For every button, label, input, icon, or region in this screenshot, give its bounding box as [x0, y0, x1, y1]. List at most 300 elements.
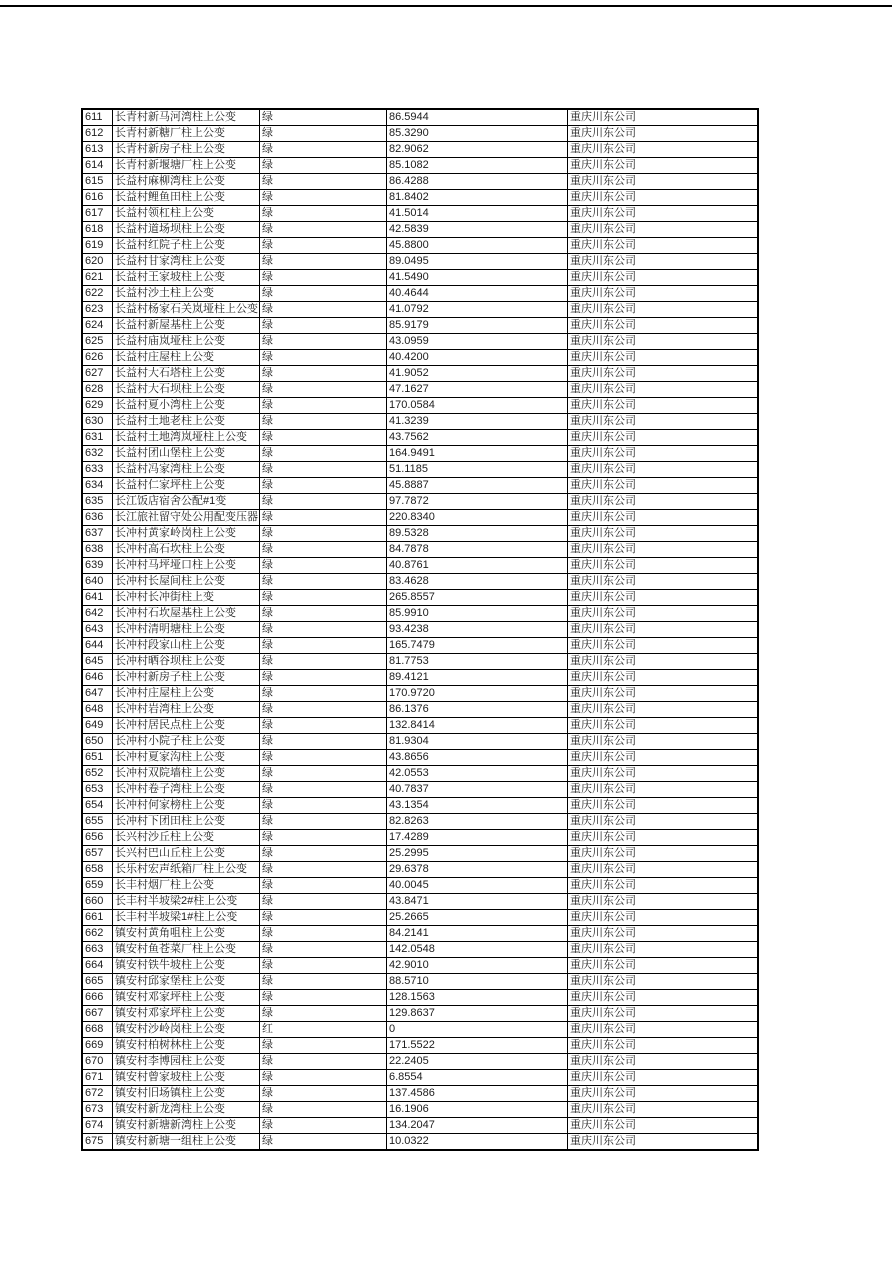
value-cell[interactable]: 45.8800	[387, 238, 568, 254]
company-cell[interactable]: 重庆川东公司	[568, 750, 759, 766]
name-cell[interactable]: 镇安村邓家坪柱上公变	[113, 990, 260, 1006]
status-cell[interactable]: 绿	[260, 398, 387, 414]
name-cell[interactable]: 长冲村清明塘柱上公变	[113, 622, 260, 638]
name-cell[interactable]: 长益村冯家湾柱上公变	[113, 462, 260, 478]
name-cell[interactable]: 长江饭店宿舍公配#1变	[113, 494, 260, 510]
company-cell[interactable]: 重庆川东公司	[568, 894, 759, 910]
value-cell[interactable]: 25.2995	[387, 846, 568, 862]
status-cell[interactable]: 绿	[260, 606, 387, 622]
value-cell[interactable]: 85.3290	[387, 126, 568, 142]
status-cell[interactable]: 绿	[260, 958, 387, 974]
status-cell[interactable]: 绿	[260, 382, 387, 398]
company-cell[interactable]: 重庆川东公司	[568, 142, 759, 158]
company-cell[interactable]: 重庆川东公司	[568, 334, 759, 350]
status-cell[interactable]: 绿	[260, 1086, 387, 1102]
value-cell[interactable]: 40.4200	[387, 350, 568, 366]
status-cell[interactable]: 绿	[260, 782, 387, 798]
row-number-cell[interactable]: 622	[82, 286, 113, 302]
name-cell[interactable]: 长冲村下团田柱上公变	[113, 814, 260, 830]
row-number-cell[interactable]: 637	[82, 526, 113, 542]
status-cell[interactable]: 绿	[260, 878, 387, 894]
row-number-cell[interactable]: 623	[82, 302, 113, 318]
row-number-cell[interactable]: 671	[82, 1070, 113, 1086]
company-cell[interactable]: 重庆川东公司	[568, 1134, 759, 1151]
status-cell[interactable]: 绿	[260, 926, 387, 942]
company-cell[interactable]: 重庆川东公司	[568, 654, 759, 670]
company-cell[interactable]: 重庆川东公司	[568, 766, 759, 782]
status-cell[interactable]: 绿	[260, 366, 387, 382]
status-cell[interactable]: 绿	[260, 238, 387, 254]
value-cell[interactable]: 81.8402	[387, 190, 568, 206]
name-cell[interactable]: 长兴村沙丘柱上公变	[113, 830, 260, 846]
value-cell[interactable]: 40.8761	[387, 558, 568, 574]
name-cell[interactable]: 长冲村居民点柱上公变	[113, 718, 260, 734]
value-cell[interactable]: 85.9179	[387, 318, 568, 334]
name-cell[interactable]: 长冲村高石坎柱上公变	[113, 542, 260, 558]
value-cell[interactable]: 129.8637	[387, 1006, 568, 1022]
value-cell[interactable]: 164.9491	[387, 446, 568, 462]
company-cell[interactable]: 重庆川东公司	[568, 670, 759, 686]
value-cell[interactable]: 17.4289	[387, 830, 568, 846]
status-cell[interactable]: 绿	[260, 526, 387, 542]
company-cell[interactable]: 重庆川东公司	[568, 942, 759, 958]
value-cell[interactable]: 265.8557	[387, 590, 568, 606]
status-cell[interactable]: 绿	[260, 222, 387, 238]
name-cell[interactable]: 长益村沙土柱上公变	[113, 286, 260, 302]
row-number-cell[interactable]: 668	[82, 1022, 113, 1038]
value-cell[interactable]: 93.4238	[387, 622, 568, 638]
value-cell[interactable]: 29.6378	[387, 862, 568, 878]
value-cell[interactable]: 41.5490	[387, 270, 568, 286]
name-cell[interactable]: 长青村新糖厂柱上公变	[113, 126, 260, 142]
name-cell[interactable]: 长益村土地老柱上公变	[113, 414, 260, 430]
value-cell[interactable]: 45.8887	[387, 478, 568, 494]
company-cell[interactable]: 重庆川东公司	[568, 686, 759, 702]
company-cell[interactable]: 重庆川东公司	[568, 109, 759, 126]
row-number-cell[interactable]: 653	[82, 782, 113, 798]
name-cell[interactable]: 镇安村鱼苍菜厂柱上公变	[113, 942, 260, 958]
row-number-cell[interactable]: 670	[82, 1054, 113, 1070]
value-cell[interactable]: 43.1354	[387, 798, 568, 814]
value-cell[interactable]: 41.5014	[387, 206, 568, 222]
row-number-cell[interactable]: 662	[82, 926, 113, 942]
name-cell[interactable]: 长丰村半坡梁2#柱上公变	[113, 894, 260, 910]
value-cell[interactable]: 97.7872	[387, 494, 568, 510]
row-number-cell[interactable]: 633	[82, 462, 113, 478]
status-cell[interactable]: 绿	[260, 590, 387, 606]
name-cell[interactable]: 长冲村何家榜柱上公变	[113, 798, 260, 814]
name-cell[interactable]: 长益村红院子柱上公变	[113, 238, 260, 254]
value-cell[interactable]: 42.9010	[387, 958, 568, 974]
company-cell[interactable]: 重庆川东公司	[568, 958, 759, 974]
value-cell[interactable]: 89.4121	[387, 670, 568, 686]
name-cell[interactable]: 长青村新房子柱上公变	[113, 142, 260, 158]
company-cell[interactable]: 重庆川东公司	[568, 382, 759, 398]
value-cell[interactable]: 6.8554	[387, 1070, 568, 1086]
status-cell[interactable]: 绿	[260, 1006, 387, 1022]
status-cell[interactable]: 绿	[260, 286, 387, 302]
status-cell[interactable]: 绿	[260, 190, 387, 206]
company-cell[interactable]: 重庆川东公司	[568, 558, 759, 574]
name-cell[interactable]: 长益村新屋基柱上公变	[113, 318, 260, 334]
company-cell[interactable]: 重庆川东公司	[568, 830, 759, 846]
status-cell[interactable]: 绿	[260, 846, 387, 862]
name-cell[interactable]: 长益村土地湾岚垭柱上公变	[113, 430, 260, 446]
row-number-cell[interactable]: 660	[82, 894, 113, 910]
row-number-cell[interactable]: 652	[82, 766, 113, 782]
name-cell[interactable]: 长冲村小院子柱上公变	[113, 734, 260, 750]
name-cell[interactable]: 长益村大石坝柱上公变	[113, 382, 260, 398]
status-cell[interactable]: 绿	[260, 494, 387, 510]
row-number-cell[interactable]: 613	[82, 142, 113, 158]
status-cell[interactable]: 绿	[260, 270, 387, 286]
company-cell[interactable]: 重庆川东公司	[568, 254, 759, 270]
row-number-cell[interactable]: 638	[82, 542, 113, 558]
company-cell[interactable]: 重庆川东公司	[568, 862, 759, 878]
value-cell[interactable]: 137.4586	[387, 1086, 568, 1102]
row-number-cell[interactable]: 612	[82, 126, 113, 142]
name-cell[interactable]: 长益村甘家湾柱上公变	[113, 254, 260, 270]
value-cell[interactable]: 142.0548	[387, 942, 568, 958]
name-cell[interactable]: 镇安村黄角咀柱上公变	[113, 926, 260, 942]
row-number-cell[interactable]: 635	[82, 494, 113, 510]
name-cell[interactable]: 长益村庄屋柱上公变	[113, 350, 260, 366]
company-cell[interactable]: 重庆川东公司	[568, 318, 759, 334]
status-cell[interactable]: 绿	[260, 254, 387, 270]
company-cell[interactable]: 重庆川东公司	[568, 286, 759, 302]
row-number-cell[interactable]: 630	[82, 414, 113, 430]
status-cell[interactable]: 绿	[260, 510, 387, 526]
row-number-cell[interactable]: 617	[82, 206, 113, 222]
status-cell[interactable]: 绿	[260, 1070, 387, 1086]
company-cell[interactable]: 重庆川东公司	[568, 526, 759, 542]
status-cell[interactable]: 绿	[260, 910, 387, 926]
name-cell[interactable]: 长冲村石坎屋基柱上公变	[113, 606, 260, 622]
name-cell[interactable]: 长青村新堰塘厂柱上公变	[113, 158, 260, 174]
value-cell[interactable]: 43.8471	[387, 894, 568, 910]
row-number-cell[interactable]: 636	[82, 510, 113, 526]
value-cell[interactable]: 170.0584	[387, 398, 568, 414]
row-number-cell[interactable]: 631	[82, 430, 113, 446]
value-cell[interactable]: 0	[387, 1022, 568, 1038]
name-cell[interactable]: 长冲村马坪垭口柱上公变	[113, 558, 260, 574]
company-cell[interactable]: 重庆川东公司	[568, 718, 759, 734]
status-cell[interactable]: 绿	[260, 478, 387, 494]
row-number-cell[interactable]: 675	[82, 1134, 113, 1151]
name-cell[interactable]: 镇安村柏树林柱上公变	[113, 1038, 260, 1054]
status-cell[interactable]: 绿	[260, 974, 387, 990]
company-cell[interactable]: 重庆川东公司	[568, 606, 759, 622]
value-cell[interactable]: 41.9052	[387, 366, 568, 382]
value-cell[interactable]: 85.9910	[387, 606, 568, 622]
company-cell[interactable]: 重庆川东公司	[568, 270, 759, 286]
name-cell[interactable]: 长丰村半坡梁1#柱上公变	[113, 910, 260, 926]
value-cell[interactable]: 42.5839	[387, 222, 568, 238]
status-cell[interactable]: 绿	[260, 414, 387, 430]
name-cell[interactable]: 镇安村邱家堡柱上公变	[113, 974, 260, 990]
name-cell[interactable]: 长冲村卷子湾柱上公变	[113, 782, 260, 798]
name-cell[interactable]: 长益村庙岚垭柱上公变	[113, 334, 260, 350]
row-number-cell[interactable]: 644	[82, 638, 113, 654]
company-cell[interactable]: 重庆川东公司	[568, 1086, 759, 1102]
company-cell[interactable]: 重庆川东公司	[568, 302, 759, 318]
name-cell[interactable]: 长冲村双院墙柱上公变	[113, 766, 260, 782]
status-cell[interactable]: 绿	[260, 862, 387, 878]
row-number-cell[interactable]: 669	[82, 1038, 113, 1054]
company-cell[interactable]: 重庆川东公司	[568, 878, 759, 894]
company-cell[interactable]: 重庆川东公司	[568, 190, 759, 206]
company-cell[interactable]: 重庆川东公司	[568, 990, 759, 1006]
status-cell[interactable]: 绿	[260, 462, 387, 478]
value-cell[interactable]: 82.8263	[387, 814, 568, 830]
name-cell[interactable]: 长益村道场坝柱上公变	[113, 222, 260, 238]
row-number-cell[interactable]: 619	[82, 238, 113, 254]
status-cell[interactable]: 绿	[260, 350, 387, 366]
row-number-cell[interactable]: 654	[82, 798, 113, 814]
row-number-cell[interactable]: 655	[82, 814, 113, 830]
name-cell[interactable]: 长益村团山堡柱上公变	[113, 446, 260, 462]
status-cell[interactable]: 绿	[260, 798, 387, 814]
value-cell[interactable]: 16.1906	[387, 1102, 568, 1118]
status-cell[interactable]: 绿	[260, 126, 387, 142]
status-cell[interactable]: 绿	[260, 670, 387, 686]
value-cell[interactable]: 47.1627	[387, 382, 568, 398]
row-number-cell[interactable]: 624	[82, 318, 113, 334]
status-cell[interactable]: 绿	[260, 750, 387, 766]
value-cell[interactable]: 51.1185	[387, 462, 568, 478]
row-number-cell[interactable]: 625	[82, 334, 113, 350]
name-cell[interactable]: 长江旅社留守处公用配变压器	[113, 510, 260, 526]
name-cell[interactable]: 长益村大石塔柱上公变	[113, 366, 260, 382]
status-cell[interactable]: 绿	[260, 718, 387, 734]
status-cell[interactable]: 绿	[260, 766, 387, 782]
company-cell[interactable]: 重庆川东公司	[568, 222, 759, 238]
status-cell[interactable]: 绿	[260, 174, 387, 190]
status-cell[interactable]: 绿	[260, 622, 387, 638]
row-number-cell[interactable]: 661	[82, 910, 113, 926]
row-number-cell[interactable]: 640	[82, 574, 113, 590]
status-cell[interactable]: 绿	[260, 942, 387, 958]
company-cell[interactable]: 重庆川东公司	[568, 1054, 759, 1070]
value-cell[interactable]: 40.0045	[387, 878, 568, 894]
row-number-cell[interactable]: 665	[82, 974, 113, 990]
company-cell[interactable]: 重庆川东公司	[568, 622, 759, 638]
row-number-cell[interactable]: 646	[82, 670, 113, 686]
name-cell[interactable]: 镇安村新龙湾柱上公变	[113, 1102, 260, 1118]
value-cell[interactable]: 81.9304	[387, 734, 568, 750]
company-cell[interactable]: 重庆川东公司	[568, 1070, 759, 1086]
row-number-cell[interactable]: 648	[82, 702, 113, 718]
row-number-cell[interactable]: 616	[82, 190, 113, 206]
row-number-cell[interactable]: 629	[82, 398, 113, 414]
status-cell[interactable]: 绿	[260, 686, 387, 702]
name-cell[interactable]: 镇安村新塘一组柱上公变	[113, 1134, 260, 1151]
company-cell[interactable]: 重庆川东公司	[568, 910, 759, 926]
value-cell[interactable]: 170.9720	[387, 686, 568, 702]
name-cell[interactable]: 长冲村夏家沟柱上公变	[113, 750, 260, 766]
status-cell[interactable]: 绿	[260, 894, 387, 910]
company-cell[interactable]: 重庆川东公司	[568, 174, 759, 190]
name-cell[interactable]: 镇安村铁牛坡柱上公变	[113, 958, 260, 974]
value-cell[interactable]: 89.0495	[387, 254, 568, 270]
name-cell[interactable]: 长冲村新房子柱上公变	[113, 670, 260, 686]
row-number-cell[interactable]: 620	[82, 254, 113, 270]
row-number-cell[interactable]: 672	[82, 1086, 113, 1102]
status-cell[interactable]: 绿	[260, 814, 387, 830]
name-cell[interactable]: 长益村夏小湾柱上公变	[113, 398, 260, 414]
value-cell[interactable]: 42.0553	[387, 766, 568, 782]
value-cell[interactable]: 41.3239	[387, 414, 568, 430]
row-number-cell[interactable]: 621	[82, 270, 113, 286]
row-number-cell[interactable]: 667	[82, 1006, 113, 1022]
row-number-cell[interactable]: 663	[82, 942, 113, 958]
name-cell[interactable]: 长益村仁家坪柱上公变	[113, 478, 260, 494]
row-number-cell[interactable]: 664	[82, 958, 113, 974]
name-cell[interactable]: 镇安村李博园柱上公变	[113, 1054, 260, 1070]
row-number-cell[interactable]: 645	[82, 654, 113, 670]
value-cell[interactable]: 88.5710	[387, 974, 568, 990]
status-cell[interactable]: 绿	[260, 542, 387, 558]
name-cell[interactable]: 镇安村旧场镇柱上公变	[113, 1086, 260, 1102]
value-cell[interactable]: 132.8414	[387, 718, 568, 734]
row-number-cell[interactable]: 611	[82, 109, 113, 126]
company-cell[interactable]: 重庆川东公司	[568, 430, 759, 446]
company-cell[interactable]: 重庆川东公司	[568, 1022, 759, 1038]
company-cell[interactable]: 重庆川东公司	[568, 798, 759, 814]
company-cell[interactable]: 重庆川东公司	[568, 478, 759, 494]
name-cell[interactable]: 长益村杨家石关岚垭柱上公变	[113, 302, 260, 318]
row-number-cell[interactable]: 639	[82, 558, 113, 574]
row-number-cell[interactable]: 632	[82, 446, 113, 462]
status-cell[interactable]: 绿	[260, 1038, 387, 1054]
status-cell[interactable]: 绿	[260, 158, 387, 174]
status-cell[interactable]: 绿	[260, 702, 387, 718]
value-cell[interactable]: 85.1082	[387, 158, 568, 174]
name-cell[interactable]: 长冲村岩湾柱上公变	[113, 702, 260, 718]
status-cell[interactable]: 绿	[260, 1134, 387, 1151]
row-number-cell[interactable]: 628	[82, 382, 113, 398]
status-cell[interactable]: 绿	[260, 558, 387, 574]
company-cell[interactable]: 重庆川东公司	[568, 462, 759, 478]
name-cell[interactable]: 长冲村长屋间柱上公变	[113, 574, 260, 590]
name-cell[interactable]: 长丰村烟厂柱上公变	[113, 878, 260, 894]
company-cell[interactable]: 重庆川东公司	[568, 350, 759, 366]
company-cell[interactable]: 重庆川东公司	[568, 702, 759, 718]
value-cell[interactable]: 84.2141	[387, 926, 568, 942]
value-cell[interactable]: 22.2405	[387, 1054, 568, 1070]
row-number-cell[interactable]: 651	[82, 750, 113, 766]
value-cell[interactable]: 82.9062	[387, 142, 568, 158]
row-number-cell[interactable]: 647	[82, 686, 113, 702]
status-cell[interactable]: 绿	[260, 1054, 387, 1070]
row-number-cell[interactable]: 642	[82, 606, 113, 622]
name-cell[interactable]: 长冲村长冲街柱上变	[113, 590, 260, 606]
company-cell[interactable]: 重庆川东公司	[568, 366, 759, 382]
name-cell[interactable]: 镇安村曾家坡柱上公变	[113, 1070, 260, 1086]
status-cell[interactable]: 绿	[260, 734, 387, 750]
value-cell[interactable]: 41.0792	[387, 302, 568, 318]
row-number-cell[interactable]: 649	[82, 718, 113, 734]
value-cell[interactable]: 171.5522	[387, 1038, 568, 1054]
name-cell[interactable]: 长益村领杠柱上公变	[113, 206, 260, 222]
status-cell[interactable]: 绿	[260, 446, 387, 462]
row-number-cell[interactable]: 674	[82, 1118, 113, 1134]
value-cell[interactable]: 40.7837	[387, 782, 568, 798]
row-number-cell[interactable]: 673	[82, 1102, 113, 1118]
company-cell[interactable]: 重庆川东公司	[568, 1006, 759, 1022]
name-cell[interactable]: 镇安村邓家坪柱上公变	[113, 1006, 260, 1022]
value-cell[interactable]: 128.1563	[387, 990, 568, 1006]
company-cell[interactable]: 重庆川东公司	[568, 126, 759, 142]
company-cell[interactable]: 重庆川东公司	[568, 974, 759, 990]
value-cell[interactable]: 89.5328	[387, 526, 568, 542]
status-cell[interactable]: 绿	[260, 430, 387, 446]
name-cell[interactable]: 长益村麻柳湾柱上公变	[113, 174, 260, 190]
status-cell[interactable]: 绿	[260, 142, 387, 158]
status-cell[interactable]: 绿	[260, 318, 387, 334]
company-cell[interactable]: 重庆川东公司	[568, 206, 759, 222]
value-cell[interactable]: 43.8656	[387, 750, 568, 766]
value-cell[interactable]: 86.5944	[387, 109, 568, 126]
company-cell[interactable]: 重庆川东公司	[568, 398, 759, 414]
row-number-cell[interactable]: 666	[82, 990, 113, 1006]
name-cell[interactable]: 长兴村巴山丘柱上公变	[113, 846, 260, 862]
company-cell[interactable]: 重庆川东公司	[568, 926, 759, 942]
value-cell[interactable]: 25.2665	[387, 910, 568, 926]
value-cell[interactable]: 86.1376	[387, 702, 568, 718]
value-cell[interactable]: 134.2047	[387, 1118, 568, 1134]
row-number-cell[interactable]: 614	[82, 158, 113, 174]
value-cell[interactable]: 165.7479	[387, 638, 568, 654]
row-number-cell[interactable]: 641	[82, 590, 113, 606]
company-cell[interactable]: 重庆川东公司	[568, 542, 759, 558]
company-cell[interactable]: 重庆川东公司	[568, 846, 759, 862]
company-cell[interactable]: 重庆川东公司	[568, 814, 759, 830]
company-cell[interactable]: 重庆川东公司	[568, 158, 759, 174]
company-cell[interactable]: 重庆川东公司	[568, 1118, 759, 1134]
value-cell[interactable]: 84.7878	[387, 542, 568, 558]
row-number-cell[interactable]: 615	[82, 174, 113, 190]
company-cell[interactable]: 重庆川东公司	[568, 1102, 759, 1118]
company-cell[interactable]: 重庆川东公司	[568, 574, 759, 590]
value-cell[interactable]: 40.4644	[387, 286, 568, 302]
value-cell[interactable]: 83.4628	[387, 574, 568, 590]
status-cell[interactable]: 绿	[260, 1118, 387, 1134]
value-cell[interactable]: 81.7753	[387, 654, 568, 670]
status-cell[interactable]: 绿	[260, 302, 387, 318]
name-cell[interactable]: 长乐村宏声纸箱厂柱上公变	[113, 862, 260, 878]
status-cell[interactable]: 绿	[260, 638, 387, 654]
name-cell[interactable]: 长冲村庄屋柱上公变	[113, 686, 260, 702]
row-number-cell[interactable]: 634	[82, 478, 113, 494]
status-cell[interactable]: 绿	[260, 206, 387, 222]
status-cell[interactable]: 绿	[260, 574, 387, 590]
name-cell[interactable]: 长冲村段家山柱上公变	[113, 638, 260, 654]
name-cell[interactable]: 长益村王家坡柱上公变	[113, 270, 260, 286]
name-cell[interactable]: 长冲村晒谷坝柱上公变	[113, 654, 260, 670]
company-cell[interactable]: 重庆川东公司	[568, 494, 759, 510]
company-cell[interactable]: 重庆川东公司	[568, 1038, 759, 1054]
status-cell[interactable]: 红	[260, 1022, 387, 1038]
value-cell[interactable]: 10.0322	[387, 1134, 568, 1151]
status-cell[interactable]: 绿	[260, 990, 387, 1006]
name-cell[interactable]: 镇安村沙岭岗柱上公变	[113, 1022, 260, 1038]
company-cell[interactable]: 重庆川东公司	[568, 446, 759, 462]
status-cell[interactable]: 绿	[260, 654, 387, 670]
row-number-cell[interactable]: 657	[82, 846, 113, 862]
company-cell[interactable]: 重庆川东公司	[568, 782, 759, 798]
status-cell[interactable]: 绿	[260, 334, 387, 350]
